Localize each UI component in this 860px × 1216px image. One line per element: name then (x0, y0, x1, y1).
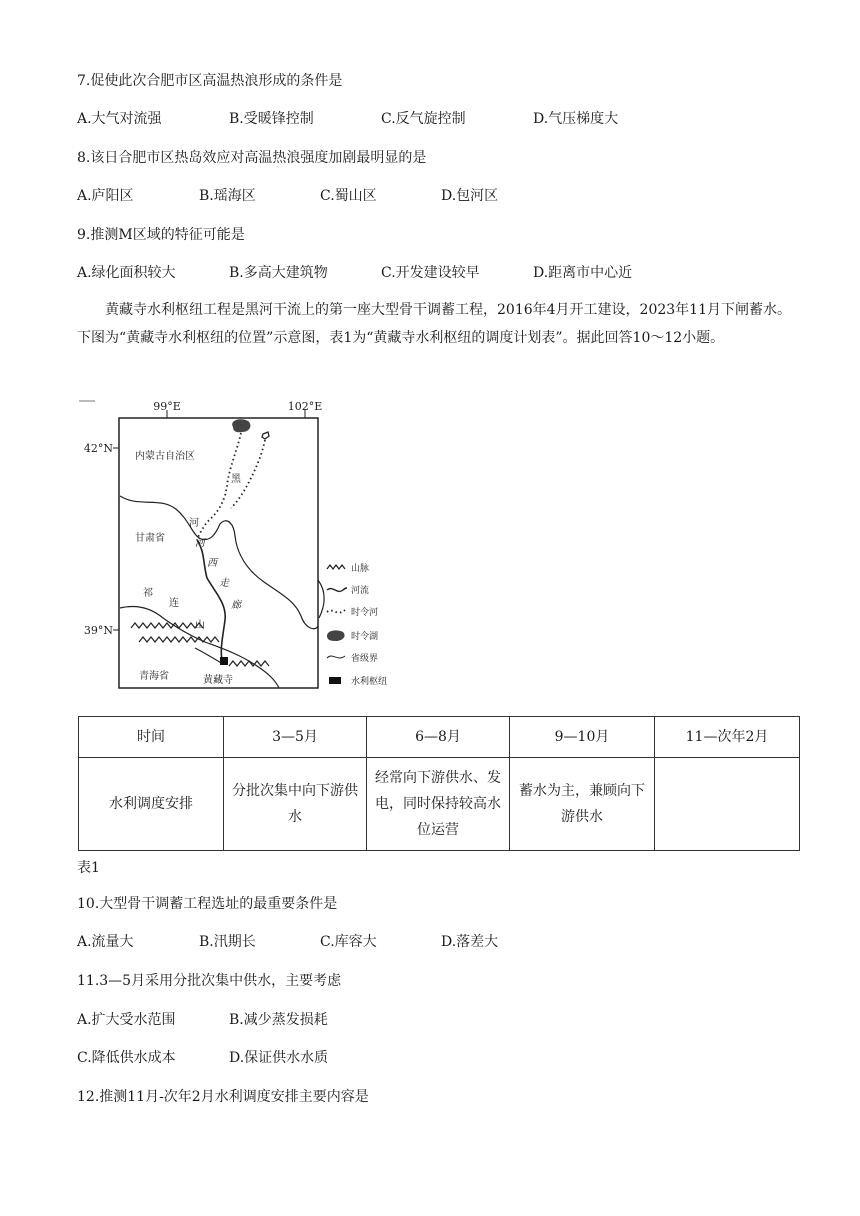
header-time: 时间 (79, 717, 224, 758)
label-hexi-3: 走 (219, 578, 229, 589)
label-inner-mongolia: 内蒙古自治区 (135, 451, 195, 462)
label-qi: 祁 (143, 588, 153, 599)
legend-seasonal-lake-icon (327, 630, 345, 641)
cell-jun-aug: 经常向下游供水、发电，同时保持较高水位运营 (367, 758, 510, 851)
question-11-stem: 11.3—5月采用分批次集中供水，主要考虑 (77, 973, 342, 989)
legend-mountain-icon (327, 565, 345, 569)
q9-option-c: C.开发建设较早 (381, 265, 480, 281)
cell-sep-oct: 蓄水为主，兼顾向下游供水 (510, 758, 655, 851)
legend-mountain: 山脉 (351, 564, 370, 574)
q11-option-d: D.保证供水水质 (229, 1050, 329, 1066)
header-nov-feb: 11—次年2月 (655, 717, 800, 758)
q10-option-a: A.流量大 (77, 934, 134, 950)
seasonal-lake-west (232, 419, 250, 432)
header-jun-aug: 6—8月 (367, 717, 510, 758)
label-he: 河 (189, 518, 199, 529)
cell-nov-feb (655, 758, 800, 851)
provincial-border-north (120, 496, 318, 629)
location-map (79, 396, 439, 696)
question-12-stem: 12.推测11月-次年2月水利调度安排主要内容是 (77, 1089, 369, 1105)
q8-option-a: A.庐阳区 (77, 188, 134, 204)
label-hexi-4: 廊 (231, 600, 241, 611)
label-huangzangsi: 黄藏寺 (203, 675, 233, 686)
q9-option-b: B.多高大建筑物 (229, 265, 328, 281)
legend-border-icon (327, 656, 345, 658)
q7-option-d: D.气压梯度大 (533, 111, 619, 127)
table-row (79, 758, 800, 851)
q11-option-c: C.降低供水成本 (77, 1050, 176, 1066)
q9-option-a: A.绿化面积较大 (77, 265, 176, 281)
legend-seasonal-lake: 时令湖 (351, 632, 379, 642)
row-label: 水利调度安排 (79, 758, 224, 851)
seasonal-lake-east (262, 432, 269, 439)
label-shan: 山 (195, 620, 205, 631)
table-caption: 表1 (77, 860, 100, 876)
legend-border: 省级界 (351, 654, 379, 664)
lat-label-39: 39°N (83, 624, 113, 637)
qilian-mountains-2 (139, 637, 219, 642)
label-qinghai: 青海省 (139, 671, 169, 682)
qilian-mountains-3 (229, 661, 269, 666)
lon-label-102: 102°E (287, 400, 323, 413)
legend-seasonal-river: 时令河 (351, 608, 379, 618)
cell-mar-may: 分批次集中向下游供水 (224, 758, 367, 851)
question-8-stem: 8.该日合肥市区热岛效应对高温热浪强度加剧最明显的是 (77, 150, 427, 166)
label-gansu: 甘肃省 (135, 533, 165, 544)
label-hexi-2: 西 (207, 558, 217, 569)
lon-label-99: 99°E (153, 400, 181, 413)
legend-river-icon (327, 588, 347, 591)
question-9-stem: 9.推测M区域的特征可能是 (77, 227, 245, 243)
legend-river: 河流 (351, 586, 370, 596)
q10-option-c: C.库容大 (320, 934, 377, 950)
header-sep-oct: 9—10月 (510, 717, 655, 758)
header-mar-may: 3—5月 (224, 717, 367, 758)
intro-paragraph: 黄藏寺水利枢纽工程是黑河干流上的第一座大型骨干调蓄工程，2016年4月开工建设，2023年11月下闸蓄水。下图为“黄藏寺水利枢纽的位置”示意图，表1为“黄藏寺水利枢纽的调度计划表”。据此回答10～12小题。 (77, 302, 791, 346)
q8-option-b: B.瑶海区 (199, 188, 256, 204)
question-10-stem: 10.大型骨干调蓄工程选址的最重要条件是 (77, 896, 338, 912)
water-conservancy-hub (220, 657, 228, 665)
schedule-table (78, 716, 800, 851)
legend-hub: 水利枢纽 (351, 677, 388, 687)
river-outside-frame (318, 580, 324, 618)
q11-option-b: B.减少蒸发损耗 (229, 1012, 328, 1028)
q10-option-d: D.落差大 (441, 934, 499, 950)
lat-label-42: 42°N (83, 442, 113, 455)
q9-option-d: D.距离市中心近 (533, 265, 633, 281)
q7-option-c: C.反气旋控制 (381, 111, 466, 127)
label-hexi-1: 河 (195, 538, 205, 549)
table-header-row (79, 717, 800, 758)
q10-option-b: B.汛期长 (199, 934, 256, 950)
legend-hub-icon (329, 677, 341, 684)
question-7-stem: 7.促使此次合肥市区高温热浪形成的条件是 (77, 73, 343, 89)
hei-river-tributary (195, 648, 223, 664)
seasonal-river-west (197, 433, 241, 540)
qilian-mountains-1 (131, 623, 203, 628)
legend-seasonal-river-icon (327, 610, 345, 613)
map-legend (327, 562, 387, 687)
q8-option-c: C.蜀山区 (320, 188, 377, 204)
label-lian: 连 (169, 598, 179, 609)
q7-option-b: B.受暖锋控制 (229, 111, 314, 127)
label-hei: 黑 (231, 474, 241, 485)
q8-option-d: D.包河区 (441, 188, 499, 204)
q7-option-a: A.大气对流强 (77, 111, 162, 127)
q11-option-a: A.扩大受水范围 (77, 1012, 176, 1028)
